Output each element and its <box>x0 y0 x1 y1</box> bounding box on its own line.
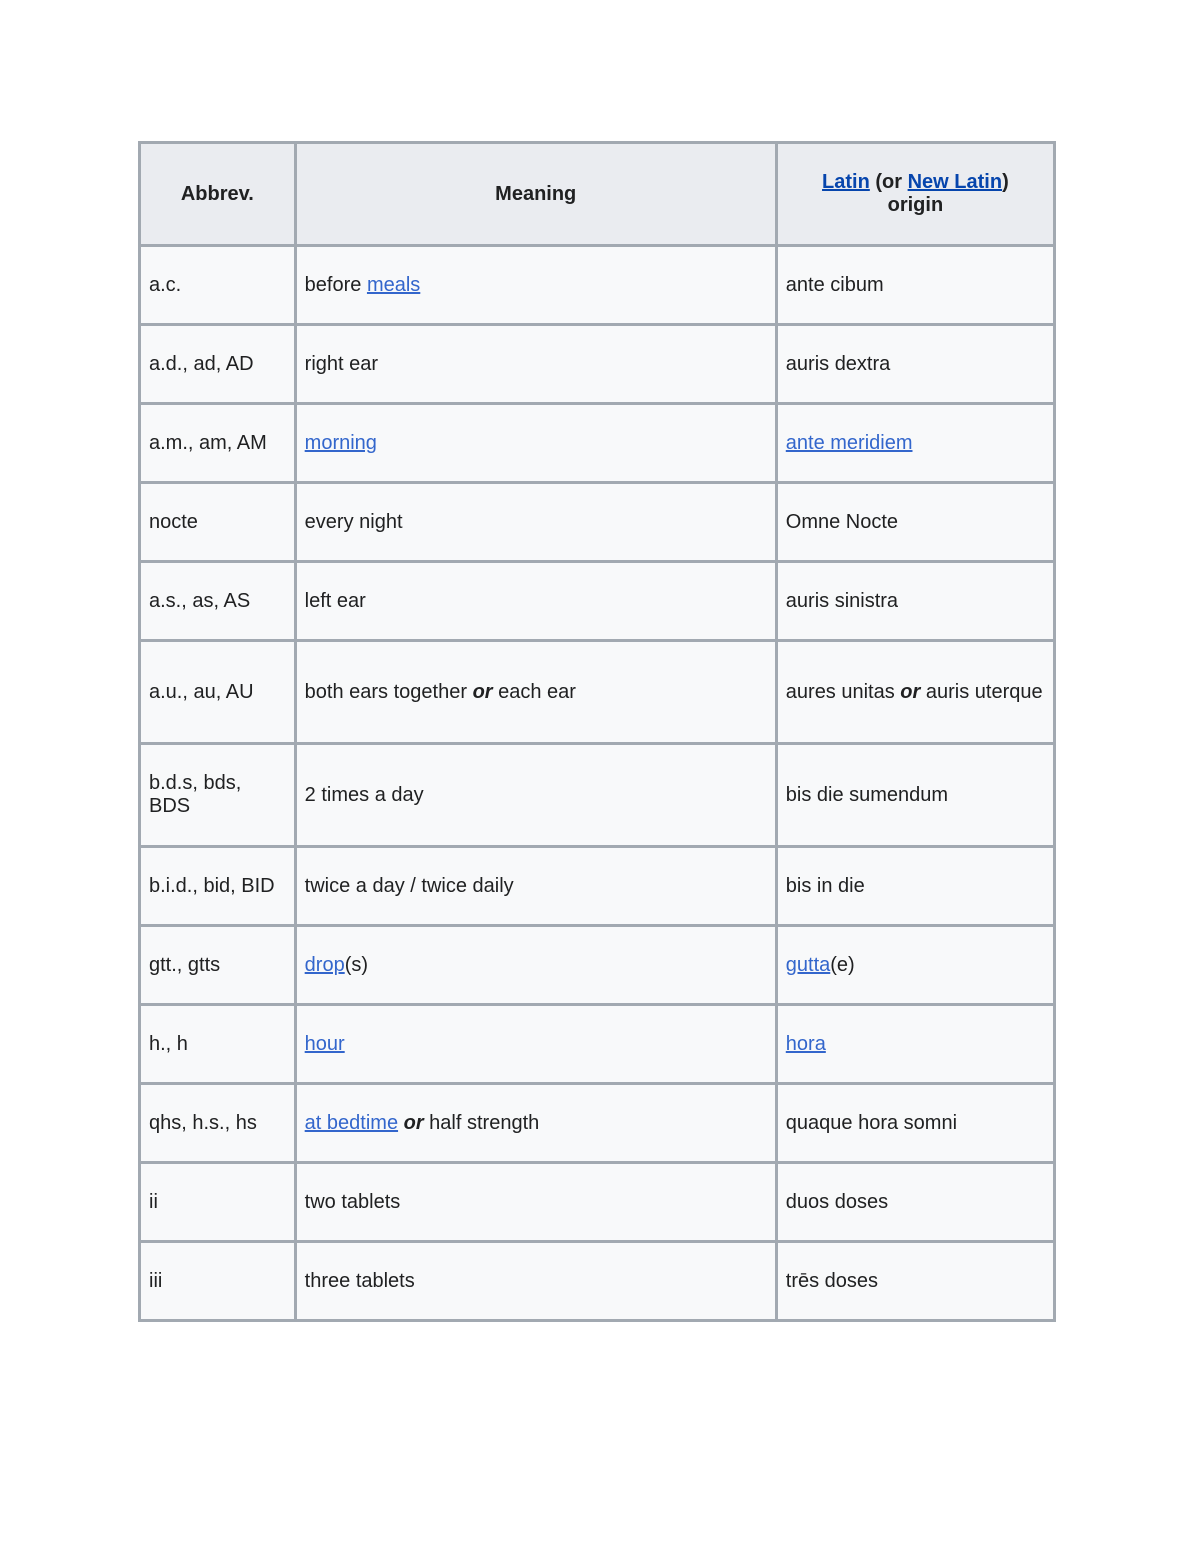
drop-link[interactable]: drop <box>304 953 345 976</box>
abbrev-cell: qhs, h.s., hs <box>140 1084 296 1163</box>
abbrev-cell: b.d.s, bds, BDS <box>140 744 296 847</box>
origin-cell: trēs doses <box>776 1242 1054 1321</box>
header-abbrev: Abbrev. <box>140 143 296 246</box>
or-emphasis: or <box>900 680 921 703</box>
meaning-cell: two tablets <box>295 1163 776 1242</box>
abbrev-cell: b.i.d., bid, BID <box>140 847 296 926</box>
abbrev-cell: a.c. <box>140 246 296 325</box>
meaning-cell: left ear <box>295 562 776 641</box>
meaning-cell: 2 times a day <box>295 744 776 847</box>
table-row <box>140 1084 1055 1163</box>
origin-text-a: aures unitas <box>785 680 901 703</box>
meaning-cell: twice a day / twice daily <box>295 847 776 926</box>
meaning-suffix: (s) <box>344 953 369 976</box>
ante-meridiem-link[interactable]: ante meridiem <box>785 431 913 454</box>
abbrev-cell: a.s., as, AS <box>140 562 296 641</box>
hora-link[interactable]: hora <box>785 1032 826 1055</box>
gutta-link[interactable]: gutta <box>785 953 831 976</box>
meaning-cell <box>295 1005 776 1084</box>
origin-text-b: auris uterque <box>920 680 1043 703</box>
meaning-cell <box>295 246 776 325</box>
new-latin-link[interactable]: New Latin <box>907 171 1003 193</box>
table-header-row <box>140 143 1055 246</box>
abbrev-cell: h., h <box>140 1005 296 1084</box>
abbrev-cell: ii <box>140 1163 296 1242</box>
meaning-cell <box>295 404 776 483</box>
abbrev-cell: a.u., au, AU <box>140 641 296 744</box>
abbrev-cell: nocte <box>140 483 296 562</box>
meaning-text-b: half strength <box>423 1111 540 1134</box>
origin-cell <box>776 926 1054 1005</box>
table-row <box>140 847 1055 926</box>
header-origin <box>776 143 1054 246</box>
abbrev-cell: a.m., am, AM <box>140 404 296 483</box>
origin-cell <box>776 404 1054 483</box>
origin-cell: quaque hora somni <box>776 1084 1054 1163</box>
meaning-text-a: both ears together <box>304 680 473 703</box>
header-origin-close: ) <box>1002 171 1009 193</box>
meaning-text-b: each ear <box>492 680 576 703</box>
header-meaning: Meaning <box>295 143 776 246</box>
meaning-cell: three tablets <box>295 1242 776 1321</box>
origin-cell <box>776 641 1054 744</box>
origin-cell: ante cibum <box>776 246 1054 325</box>
origin-cell: auris sinistra <box>776 562 1054 641</box>
origin-cell: Omne Nocte <box>776 483 1054 562</box>
table-row <box>140 1242 1055 1321</box>
header-origin-or: (or <box>869 171 908 193</box>
abbrev-cell: a.d., ad, AD <box>140 325 296 404</box>
table-row <box>140 744 1055 847</box>
meaning-cell <box>295 641 776 744</box>
table-row <box>140 246 1055 325</box>
table-row <box>140 483 1055 562</box>
or-emphasis: or <box>398 1111 424 1134</box>
meaning-cell: every night <box>295 483 776 562</box>
meals-link[interactable]: meals <box>366 273 421 296</box>
latin-link[interactable]: Latin <box>822 171 870 193</box>
table-row <box>140 1005 1055 1084</box>
abbrev-cell: iii <box>140 1242 296 1321</box>
origin-cell: bis in die <box>776 847 1054 926</box>
meaning-cell: right ear <box>295 325 776 404</box>
or-emphasis: or <box>472 680 493 703</box>
table-row <box>140 562 1055 641</box>
table-row <box>140 404 1055 483</box>
at-bedtime-link[interactable]: at bedtime <box>304 1111 399 1134</box>
table-row <box>140 926 1055 1005</box>
meaning-cell <box>295 926 776 1005</box>
origin-cell: duos doses <box>776 1163 1054 1242</box>
table-row <box>140 1163 1055 1242</box>
origin-cell <box>776 1005 1054 1084</box>
header-origin-word: origin <box>887 194 944 216</box>
abbrev-cell: gtt., gtts <box>140 926 296 1005</box>
origin-cell: auris dextra <box>776 325 1054 404</box>
origin-suffix: (e) <box>830 953 855 976</box>
morning-link[interactable]: morning <box>304 431 377 454</box>
origin-cell: bis die sumendum <box>776 744 1054 847</box>
table-row <box>140 325 1055 404</box>
hour-link[interactable]: hour <box>304 1032 345 1055</box>
table-row <box>140 641 1055 744</box>
meaning-text: before <box>304 273 367 296</box>
meaning-cell <box>295 1084 776 1163</box>
abbreviations-table <box>138 141 1056 1322</box>
